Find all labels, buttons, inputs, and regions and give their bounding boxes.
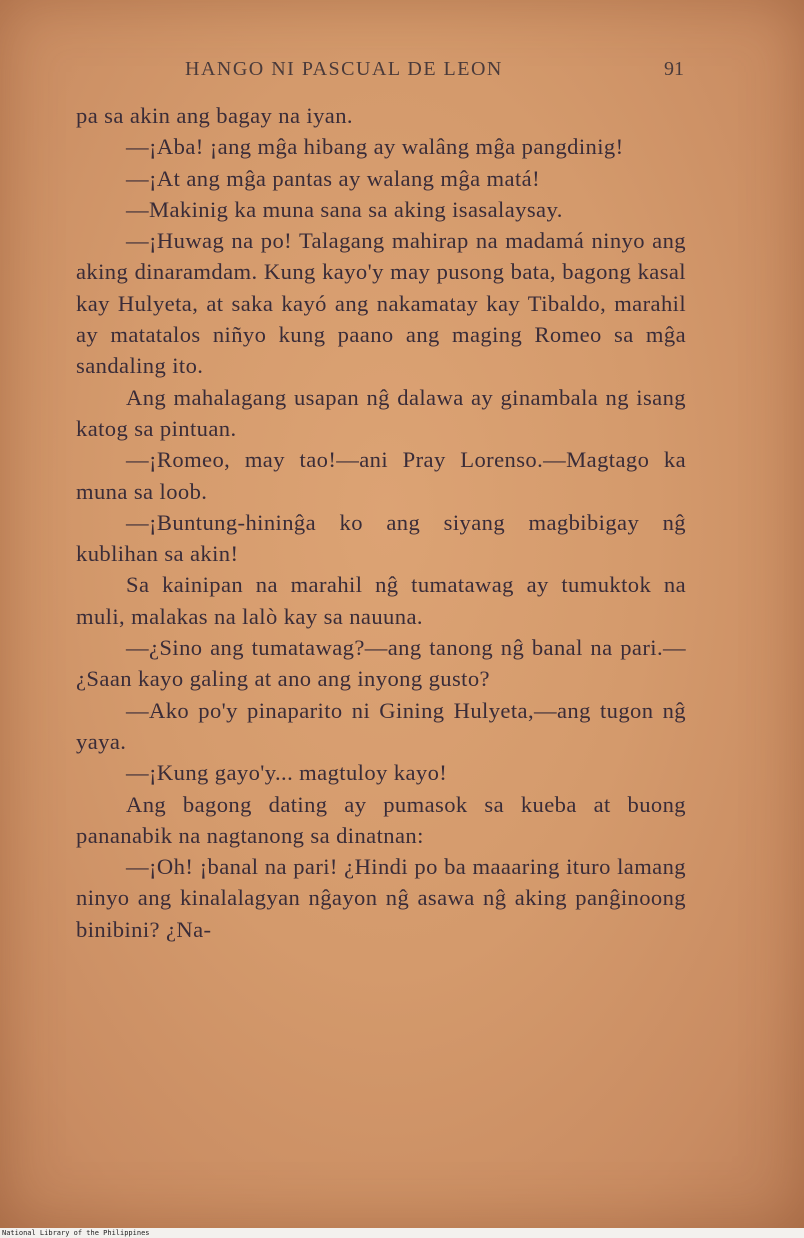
footer-credit: National Library of the Philippines [2, 1229, 150, 1237]
paragraph: —Ako po'y pinaparito ni Gining Hulyeta,—ang tugon nĝ yaya. [76, 697, 686, 754]
paragraph: —¡Huwag na po! Talagang mahirap na madamá ninyo ang aking dinaramdam. Kung kayo'y may pusong bata, bagong kasal kay Hulyeta, at saka kayó ang nakamatay kay Tibaldo, marahil ay matatalos niñyo kung paano ang maging Romeo sa mĝa sandaling ito. [76, 228, 686, 379]
paragraph: —¡Kung gayo'y... magtuloy kayo! [126, 760, 448, 786]
paragraph: pa sa akin ang bagay na iyan. [76, 103, 353, 128]
running-head: HANGO NI PASCUAL DE LEON [185, 58, 503, 80]
paragraph: Sa kainipan na marahil nĝ tumatawag ay tumuktok na muli, malakas na lalò kay sa nauuna. [76, 572, 686, 629]
page-number: 91 [664, 58, 684, 80]
body-text [76, 100, 686, 945]
paragraph: Ang bagong dating ay pumasok sa kueba at buong pananabik na nagtanong sa dinatnan: [76, 791, 686, 848]
paragraph: —¡Oh! ¡banal na pari! ¿Hindi po ba maaaring ituro lamang ninyo ang kinalalagyan nĝayon nĝ asawa nĝ aking panĝinoong binibini? ¿Na- [76, 854, 686, 942]
page-header [70, 58, 690, 88]
paragraph: —¿Sino ang tumatawag?—ang tanong nĝ banal na pari.—¿Saan kayo galing at ano ang inyong gusto? [76, 635, 686, 692]
paragraph: —¡Aba! ¡ang mĝa hibang ay walâng mĝa pangdinig! [126, 134, 624, 160]
paragraph: Ang mahalagang usapan nĝ dalawa ay ginambala ng isang katog sa pintuan. [76, 384, 686, 441]
paragraph: —¡Romeo, may tao!—ani Pray Lorenso.—Magtago ka muna sa loob. [76, 447, 686, 504]
paragraph: —¡At ang mĝa pantas ay walang mĝa matá! [126, 165, 540, 191]
paragraph: —Makinig ka muna sana sa aking isasalaysay. [126, 196, 563, 222]
paragraph: —¡Buntung-hininĝa ko ang siyang magbibigay nĝ kublihan sa akin! [76, 509, 686, 567]
